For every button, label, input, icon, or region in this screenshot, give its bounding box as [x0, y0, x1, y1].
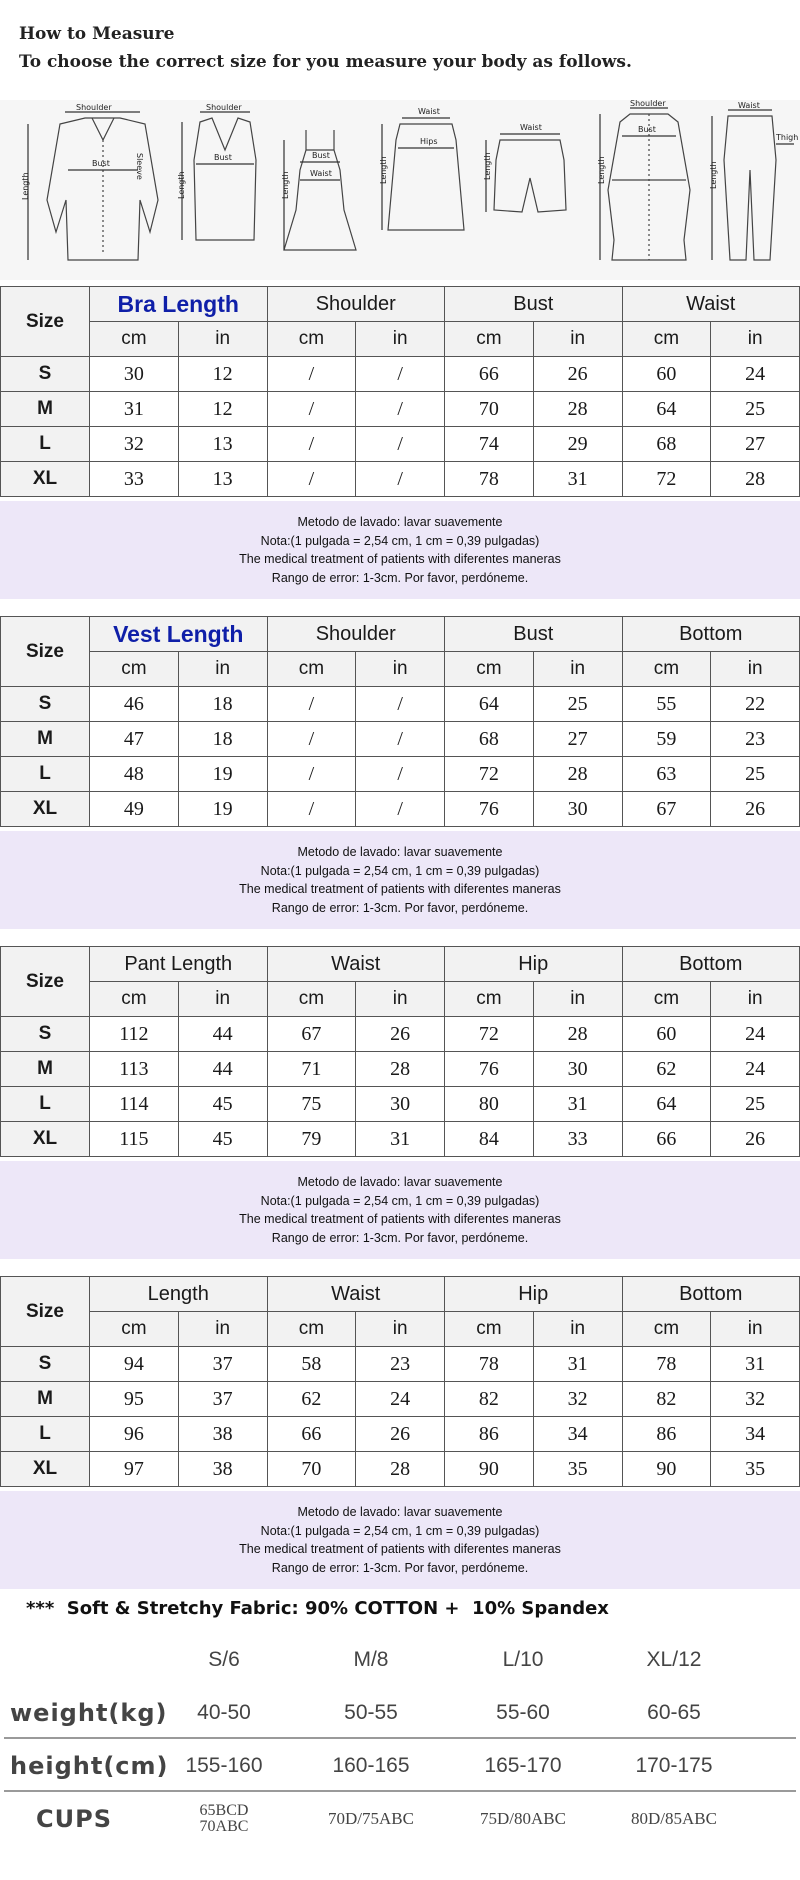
- unit-header: in: [356, 982, 445, 1017]
- value-cell: 48: [90, 757, 179, 792]
- value-cell: 26: [356, 1417, 445, 1452]
- value-cell: 66: [267, 1417, 356, 1452]
- value-cell: 90: [445, 1452, 534, 1487]
- value-cell: 18: [178, 687, 267, 722]
- table-row: [1, 1087, 800, 1122]
- cups-value: 80D/85ABC: [631, 1808, 717, 1828]
- value-cell: 28: [711, 462, 800, 497]
- sleeve-label: Sleeve: [135, 153, 144, 180]
- value-cell: 78: [622, 1347, 711, 1382]
- group-header: Shoulder: [267, 287, 445, 322]
- table-row: [1, 1122, 800, 1157]
- value-cell: 34: [533, 1417, 622, 1452]
- unit-header: in: [711, 652, 800, 687]
- table-row: [1, 792, 800, 827]
- unit-header: in: [711, 1312, 800, 1347]
- value-cell: 86: [445, 1417, 534, 1452]
- value-cell: 38: [178, 1452, 267, 1487]
- value-cell: 58: [267, 1347, 356, 1382]
- value-cell: 12: [178, 357, 267, 392]
- unit-header: in: [178, 652, 267, 687]
- size-header: Size: [1, 617, 90, 687]
- unit-header: cm: [445, 652, 534, 687]
- unit-header: cm: [90, 652, 179, 687]
- value-cell: 35: [533, 1452, 622, 1487]
- group-header: Bust: [445, 287, 623, 322]
- weight-label: weight(kg): [10, 1698, 168, 1727]
- table-row: [1, 757, 800, 792]
- value-cell: 60: [622, 1017, 711, 1052]
- value-cell: 28: [356, 1052, 445, 1087]
- value-cell: 26: [533, 357, 622, 392]
- note-line: Nota:(1 pulgada = 2,54 cm, 1 cm = 0,39 pulgadas): [260, 533, 540, 548]
- unit-header: cm: [445, 982, 534, 1017]
- size-table-vest: [0, 616, 800, 827]
- value-cell: 31: [711, 1347, 800, 1382]
- weight-value: 40-50: [197, 1700, 251, 1724]
- value-cell: 25: [533, 687, 622, 722]
- svg-text:Hips: Hips: [420, 137, 438, 146]
- value-cell: 31: [356, 1122, 445, 1157]
- group-header: Waist: [267, 1277, 445, 1312]
- value-cell: /: [267, 792, 356, 827]
- value-cell: /: [356, 427, 445, 462]
- group-header: Waist: [267, 947, 445, 982]
- skirt-diagram: [379, 107, 464, 230]
- size-cell: M: [1, 722, 90, 757]
- fit-weight-row: [0, 1686, 800, 1739]
- value-cell: 29: [533, 427, 622, 462]
- unit-header: in: [178, 982, 267, 1017]
- value-cell: 95: [90, 1382, 179, 1417]
- value-cell: 78: [445, 462, 534, 497]
- table-row: [1, 1382, 800, 1417]
- value-cell: 70: [267, 1452, 356, 1487]
- value-cell: 33: [533, 1122, 622, 1157]
- size-cell: S: [1, 357, 90, 392]
- height-value: 165-170: [484, 1753, 562, 1777]
- value-cell: 90: [622, 1452, 711, 1487]
- size-header: Size: [1, 947, 90, 1017]
- value-cell: 25: [711, 392, 800, 427]
- svg-text:Waist: Waist: [520, 123, 542, 132]
- note-line: The medical treatment of patients with diferentes maneras: [239, 552, 561, 566]
- size-header: Size: [1, 1277, 90, 1347]
- value-cell: 30: [533, 792, 622, 827]
- value-cell: 49: [90, 792, 179, 827]
- svg-text:Shoulder: Shoulder: [206, 103, 242, 112]
- svg-text:Waist: Waist: [310, 169, 332, 178]
- value-cell: 13: [178, 462, 267, 497]
- value-cell: 62: [622, 1052, 711, 1087]
- size-cell: M: [1, 1052, 90, 1087]
- value-cell: 24: [711, 357, 800, 392]
- note-line: Metodo de lavado: lavar suavemente: [297, 515, 503, 529]
- note-line: The medical treatment of patients with diferentes maneras: [239, 882, 561, 896]
- unit-header: cm: [622, 652, 711, 687]
- table-row: [1, 1417, 800, 1452]
- unit-header: in: [533, 982, 622, 1017]
- cups-value: 70D/75ABC: [328, 1808, 414, 1828]
- value-cell: 38: [178, 1417, 267, 1452]
- value-cell: 76: [445, 792, 534, 827]
- group-header: Waist: [622, 287, 800, 322]
- group-header: Vest Length: [90, 617, 268, 652]
- unit-header: in: [533, 1312, 622, 1347]
- unit-header: in: [533, 652, 622, 687]
- table-row: [1, 1452, 800, 1487]
- value-cell: 75: [267, 1087, 356, 1122]
- svg-text:Length: Length: [483, 152, 492, 180]
- garment-illustrations: [0, 100, 800, 280]
- table-row: [1, 687, 800, 722]
- cups-value: [164, 1792, 284, 1845]
- svg-text:Waist: Waist: [738, 101, 760, 110]
- measure-header: [19, 22, 779, 76]
- vest-diagram: [177, 103, 256, 240]
- group-header: Hip: [445, 1277, 623, 1312]
- cups-label: CUPS: [36, 1804, 112, 1833]
- value-cell: /: [356, 462, 445, 497]
- unit-header: in: [711, 322, 800, 357]
- value-cell: /: [356, 392, 445, 427]
- blouse-diagram: [21, 103, 158, 260]
- svg-text:Length: Length: [177, 171, 186, 199]
- value-cell: 22: [711, 687, 800, 722]
- size-cell: XL: [1, 1452, 90, 1487]
- unit-header: in: [356, 652, 445, 687]
- value-cell: 26: [711, 792, 800, 827]
- value-cell: 34: [711, 1417, 800, 1452]
- size-cell: L: [1, 1417, 90, 1452]
- fit-height-row: [0, 1739, 800, 1792]
- group-header: Bottom: [622, 617, 800, 652]
- value-cell: 30: [356, 1087, 445, 1122]
- value-cell: 70: [445, 392, 534, 427]
- value-cell: 62: [267, 1382, 356, 1417]
- value-cell: 28: [533, 1017, 622, 1052]
- value-cell: 37: [178, 1347, 267, 1382]
- svg-text:Length: Length: [597, 156, 606, 184]
- fit-size: XL/12: [646, 1647, 702, 1671]
- value-cell: /: [356, 722, 445, 757]
- unit-header: in: [178, 1312, 267, 1347]
- care-note: [0, 501, 800, 599]
- svg-text:Bust: Bust: [638, 125, 656, 134]
- value-cell: 72: [622, 462, 711, 497]
- height-value: 160-165: [332, 1753, 410, 1777]
- unit-header: in: [711, 982, 800, 1017]
- value-cell: 24: [711, 1017, 800, 1052]
- value-cell: /: [356, 757, 445, 792]
- svg-text:Length: Length: [281, 171, 290, 199]
- note-line: The medical treatment of patients with diferentes maneras: [239, 1542, 561, 1556]
- table-row: [1, 462, 800, 497]
- dress-diagram: [281, 130, 356, 250]
- value-cell: 30: [90, 357, 179, 392]
- value-cell: 25: [711, 1087, 800, 1122]
- value-cell: 45: [178, 1122, 267, 1157]
- value-cell: 23: [711, 722, 800, 757]
- table-row: [1, 427, 800, 462]
- unit-header: cm: [90, 322, 179, 357]
- size-cell: XL: [1, 462, 90, 497]
- value-cell: 115: [90, 1122, 179, 1157]
- height-value: 155-160: [185, 1753, 263, 1777]
- value-cell: 112: [90, 1017, 179, 1052]
- trousers-diagram: [709, 101, 798, 260]
- value-cell: 67: [267, 1017, 356, 1052]
- table-row: [1, 392, 800, 427]
- size-cell: M: [1, 392, 90, 427]
- value-cell: 46: [90, 687, 179, 722]
- unit-header: in: [356, 1312, 445, 1347]
- value-cell: 18: [178, 722, 267, 757]
- value-cell: 82: [445, 1382, 534, 1417]
- size-cell: XL: [1, 792, 90, 827]
- fit-size-row: [0, 1633, 800, 1686]
- value-cell: 113: [90, 1052, 179, 1087]
- cups-value-line: 70ABC: [199, 1817, 249, 1835]
- value-cell: 32: [533, 1382, 622, 1417]
- unit-header: cm: [90, 982, 179, 1017]
- value-cell: 78: [445, 1347, 534, 1382]
- value-cell: 28: [533, 392, 622, 427]
- size-cell: XL: [1, 1122, 90, 1157]
- unit-header: in: [356, 322, 445, 357]
- shoulder-label: Shoulder: [76, 103, 112, 112]
- page-subtitle: To choose the correct size for you measure your body as follows.: [19, 52, 632, 72]
- value-cell: /: [356, 687, 445, 722]
- value-cell: 64: [445, 687, 534, 722]
- value-cell: 45: [178, 1087, 267, 1122]
- group-header: Bust: [445, 617, 623, 652]
- unit-header: cm: [90, 1312, 179, 1347]
- value-cell: 35: [711, 1452, 800, 1487]
- cups-value: 75D/80ABC: [480, 1808, 566, 1828]
- value-cell: 68: [622, 427, 711, 462]
- value-cell: /: [267, 722, 356, 757]
- group-header: Shoulder: [267, 617, 445, 652]
- unit-header: cm: [445, 1312, 534, 1347]
- fit-size: S/6: [208, 1647, 240, 1671]
- weight-value: 50-55: [344, 1700, 398, 1724]
- weight-value: 60-65: [647, 1700, 701, 1724]
- note-line: Nota:(1 pulgada = 2,54 cm, 1 cm = 0,39 pulgadas): [260, 1193, 540, 1208]
- weight-value: 55-60: [496, 1700, 550, 1724]
- table-row: [1, 1017, 800, 1052]
- fit-cups-row: [0, 1792, 800, 1845]
- size-header: Size: [1, 287, 90, 357]
- table-row: [1, 1052, 800, 1087]
- value-cell: 24: [711, 1052, 800, 1087]
- fit-chart: [0, 1633, 800, 1845]
- value-cell: /: [267, 427, 356, 462]
- note-line: Nota:(1 pulgada = 2,54 cm, 1 cm = 0,39 pulgadas): [260, 863, 540, 878]
- value-cell: 27: [533, 722, 622, 757]
- value-cell: 96: [90, 1417, 179, 1452]
- value-cell: 13: [178, 427, 267, 462]
- value-cell: 12: [178, 392, 267, 427]
- group-header: Length: [90, 1277, 268, 1312]
- value-cell: 64: [622, 1087, 711, 1122]
- value-cell: 26: [711, 1122, 800, 1157]
- table-row: [1, 1347, 800, 1382]
- value-cell: 23: [356, 1347, 445, 1382]
- value-cell: 47: [90, 722, 179, 757]
- value-cell: 44: [178, 1052, 267, 1087]
- care-note: [0, 1161, 800, 1259]
- group-header: Hip: [445, 947, 623, 982]
- value-cell: 19: [178, 757, 267, 792]
- value-cell: 32: [711, 1382, 800, 1417]
- size-cell: L: [1, 757, 90, 792]
- value-cell: /: [267, 462, 356, 497]
- note-line: Metodo de lavado: lavar suavemente: [297, 845, 503, 859]
- svg-text:Length: Length: [709, 161, 718, 189]
- size-table-pants: [0, 946, 800, 1157]
- value-cell: 59: [622, 722, 711, 757]
- care-note: [0, 1491, 800, 1589]
- group-header: Bottom: [622, 947, 800, 982]
- svg-text:Waist: Waist: [418, 107, 440, 116]
- value-cell: 72: [445, 1017, 534, 1052]
- unit-header: cm: [622, 1312, 711, 1347]
- value-cell: 28: [356, 1452, 445, 1487]
- table-row: [1, 357, 800, 392]
- note-line: Rango de error: 1-3cm. Por favor, perdóneme.: [271, 1230, 529, 1245]
- value-cell: /: [267, 357, 356, 392]
- unit-header: in: [533, 322, 622, 357]
- cups-value-line: 65BCD: [199, 1801, 249, 1819]
- value-cell: 33: [90, 462, 179, 497]
- size-cell: L: [1, 1087, 90, 1122]
- size-table-skirt: [0, 1276, 800, 1487]
- fit-size: M/8: [353, 1647, 389, 1671]
- value-cell: 31: [533, 1347, 622, 1382]
- value-cell: 80: [445, 1087, 534, 1122]
- value-cell: 31: [533, 1087, 622, 1122]
- svg-text:Bust: Bust: [214, 153, 232, 162]
- value-cell: 86: [622, 1417, 711, 1452]
- value-cell: /: [267, 392, 356, 427]
- height-label: height(cm): [10, 1751, 169, 1780]
- value-cell: 31: [90, 392, 179, 427]
- value-cell: /: [356, 357, 445, 392]
- value-cell: 28: [533, 757, 622, 792]
- height-value: 170-175: [635, 1753, 713, 1777]
- shorts-diagram: [483, 123, 566, 212]
- value-cell: 55: [622, 687, 711, 722]
- value-cell: 27: [711, 427, 800, 462]
- measurement-diagrams: [0, 100, 800, 280]
- unit-header: cm: [622, 322, 711, 357]
- care-note: [0, 831, 800, 929]
- coat-diagram: [597, 100, 690, 260]
- note-line: Nota:(1 pulgada = 2,54 cm, 1 cm = 0,39 pulgadas): [260, 1523, 540, 1538]
- unit-header: cm: [267, 652, 356, 687]
- group-header: Pant Length: [90, 947, 268, 982]
- value-cell: 66: [622, 1122, 711, 1157]
- value-cell: 67: [622, 792, 711, 827]
- page-title: How to Measure: [19, 24, 175, 44]
- svg-text:Bust: Bust: [312, 151, 330, 160]
- note-line: Rango de error: 1-3cm. Por favor, perdóneme.: [271, 570, 529, 585]
- value-cell: 30: [533, 1052, 622, 1087]
- value-cell: 82: [622, 1382, 711, 1417]
- unit-header: cm: [267, 982, 356, 1017]
- value-cell: 72: [445, 757, 534, 792]
- size-cell: S: [1, 1347, 90, 1382]
- unit-header: in: [178, 322, 267, 357]
- value-cell: 32: [90, 427, 179, 462]
- table-row: [1, 722, 800, 757]
- svg-text:Length: Length: [379, 156, 388, 184]
- value-cell: 63: [622, 757, 711, 792]
- value-cell: 19: [178, 792, 267, 827]
- value-cell: 37: [178, 1382, 267, 1417]
- value-cell: 84: [445, 1122, 534, 1157]
- svg-text:Shoulder: Shoulder: [630, 100, 666, 108]
- note-line: Rango de error: 1-3cm. Por favor, perdóneme.: [271, 1560, 529, 1575]
- value-cell: /: [267, 687, 356, 722]
- group-header: Bra Length: [90, 287, 268, 322]
- value-cell: 60: [622, 357, 711, 392]
- value-cell: 71: [267, 1052, 356, 1087]
- value-cell: 44: [178, 1017, 267, 1052]
- size-cell: S: [1, 1017, 90, 1052]
- value-cell: 25: [711, 757, 800, 792]
- unit-header: cm: [267, 322, 356, 357]
- unit-header: cm: [445, 322, 534, 357]
- svg-text:Thigh: Thigh: [776, 133, 799, 142]
- value-cell: 31: [533, 462, 622, 497]
- value-cell: 94: [90, 1347, 179, 1382]
- note-line: Metodo de lavado: lavar suavemente: [297, 1175, 503, 1189]
- size-cell: S: [1, 687, 90, 722]
- size-cell: M: [1, 1382, 90, 1417]
- note-line: Metodo de lavado: lavar suavemente: [297, 1505, 503, 1519]
- length-label: Length: [21, 172, 30, 200]
- note-line: Rango de error: 1-3cm. Por favor, perdóneme.: [271, 900, 529, 915]
- size-table-bra: [0, 286, 800, 497]
- group-header: Bottom: [622, 1277, 800, 1312]
- note-line: The medical treatment of patients with diferentes maneras: [239, 1212, 561, 1226]
- value-cell: 76: [445, 1052, 534, 1087]
- value-cell: 79: [267, 1122, 356, 1157]
- fabric-composition: *** Soft & Stretchy Fabric: 90% COTTON + 10% Spandex: [26, 1598, 609, 1619]
- value-cell: 97: [90, 1452, 179, 1487]
- unit-header: cm: [622, 982, 711, 1017]
- value-cell: 66: [445, 357, 534, 392]
- value-cell: 114: [90, 1087, 179, 1122]
- value-cell: 64: [622, 392, 711, 427]
- value-cell: /: [267, 757, 356, 792]
- value-cell: 68: [445, 722, 534, 757]
- bust-label: Bust: [92, 159, 110, 168]
- value-cell: 74: [445, 427, 534, 462]
- value-cell: /: [356, 792, 445, 827]
- unit-header: cm: [267, 1312, 356, 1347]
- size-cell: L: [1, 427, 90, 462]
- value-cell: 24: [356, 1382, 445, 1417]
- fit-size: L/10: [502, 1647, 544, 1671]
- value-cell: 26: [356, 1017, 445, 1052]
